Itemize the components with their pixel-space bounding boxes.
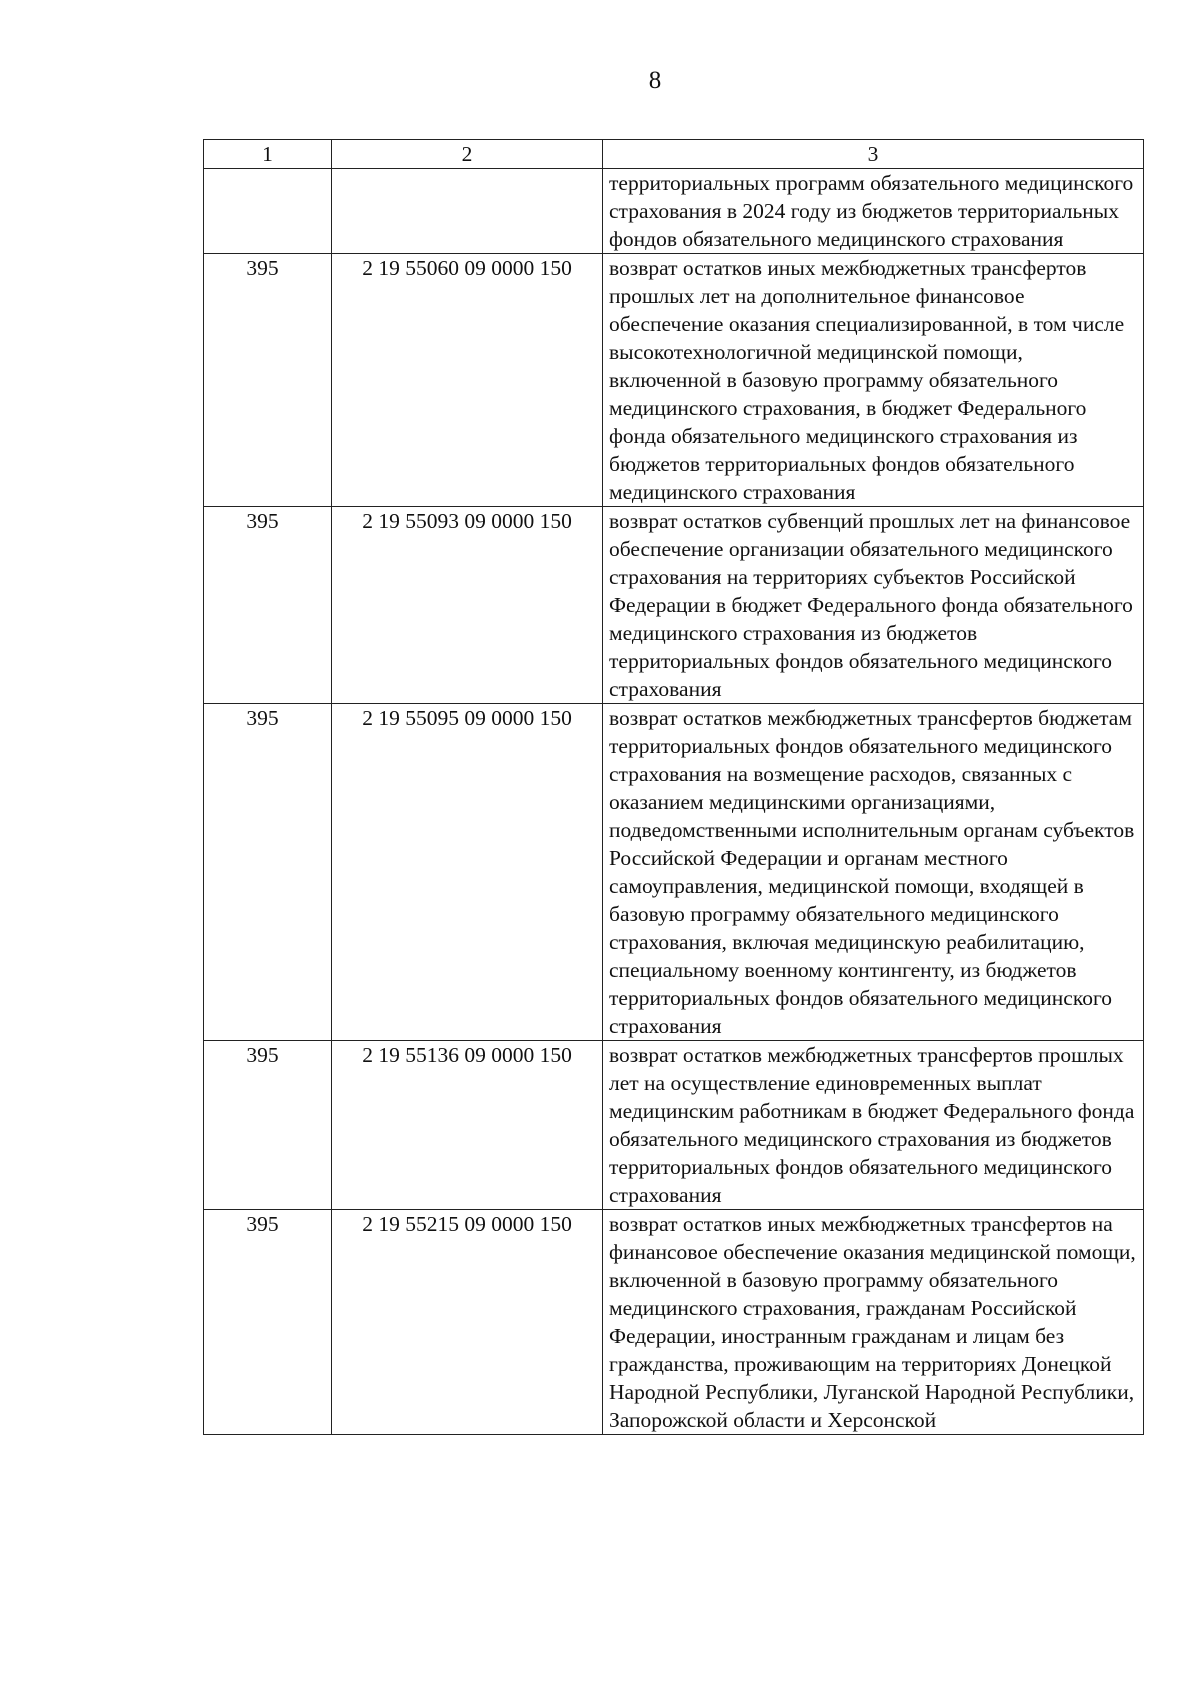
table-row xyxy=(204,254,1144,507)
table-row xyxy=(204,1210,1144,1435)
description-cell: возврат остатков межбюджетных трансфертов прошлых лет на осуществление единовременных выплат медицинским работникам в бюджет Федерального фонда обязательного медицинского страхования из бюджетов территориальных фондов обязательного медицинского страхования xyxy=(603,1041,1144,1210)
admin-code-cell: 395 xyxy=(204,704,332,1041)
budget-code-cell: 2 19 55095 09 0000 150 xyxy=(332,704,603,1041)
description-cell: территориальных программ обязательного медицинского страхования в 2024 году из бюджетов территориальных фондов обязательного медицинского страхования xyxy=(603,169,1144,254)
description-cell: возврат остатков межбюджетных трансфертов бюджетам территориальных фондов обязательного медицинского страхования на возмещение расходов, связанных с оказанием медицинскими организациями, подведомственными исполнительным органам субъектов Российской Федерации и органам местного самоуправления, медицинской помощи, входящей в базовую программу обязательного медицинского страхования, включая медицинскую реабилитацию, специальному военному контингенту, из бюджетов территориальных фондов обязательного медицинского страхования xyxy=(603,704,1144,1041)
table-row xyxy=(204,1041,1144,1210)
table-row xyxy=(204,704,1144,1041)
admin-code-cell: 395 xyxy=(204,507,332,704)
column-header-2: 2 xyxy=(332,140,603,169)
description-cell: возврат остатков субвенций прошлых лет на финансовое обеспечение организации обязательного медицинского страхования на территориях субъектов Российской Федерации в бюджет Федерального фонда обязательного медицинского страхования из бюджетов территориальных фондов обязательного медицинского страхования xyxy=(603,507,1144,704)
admin-code-cell: 395 xyxy=(204,1041,332,1210)
admin-code-cell xyxy=(204,169,332,254)
admin-code-cell: 395 xyxy=(204,1210,332,1435)
budget-code-cell: 2 19 55093 09 0000 150 xyxy=(332,507,603,704)
admin-code-cell: 395 xyxy=(204,254,332,507)
column-header-3: 3 xyxy=(603,140,1144,169)
table-row xyxy=(204,507,1144,704)
table-row xyxy=(204,169,1144,254)
budget-codes-table xyxy=(203,139,1144,1435)
column-header-1: 1 xyxy=(204,140,332,169)
budget-code-cell: 2 19 55215 09 0000 150 xyxy=(332,1210,603,1435)
description-cell: возврат остатков иных межбюджетных трансфертов прошлых лет на дополнительное финансовое обеспечение оказания специализированной, в том числе высокотехнологичной медицинской помощи, включенной в базовую программу обязательного медицинского страхования, в бюджет Федерального фонда обязательного медицинского страхования из бюджетов территориальных фондов обязательного медицинского страхования xyxy=(603,254,1144,507)
budget-code-cell: 2 19 55060 09 0000 150 xyxy=(332,254,603,507)
description-cell: возврат остатков иных межбюджетных трансфертов на финансовое обеспечение оказания медицинской помощи, включенной в базовую программу обязательного медицинского страхования, гражданам Российской Федерации, иностранным гражданам и лицам без гражданства, проживающим на территориях Донецкой Народной Республики, Луганской Народной Республики, Запорожской области и Херсонской xyxy=(603,1210,1144,1435)
budget-code-cell xyxy=(332,169,603,254)
page-number: 8 xyxy=(648,67,662,94)
table-header-row xyxy=(204,140,1144,169)
budget-code-cell: 2 19 55136 09 0000 150 xyxy=(332,1041,603,1210)
